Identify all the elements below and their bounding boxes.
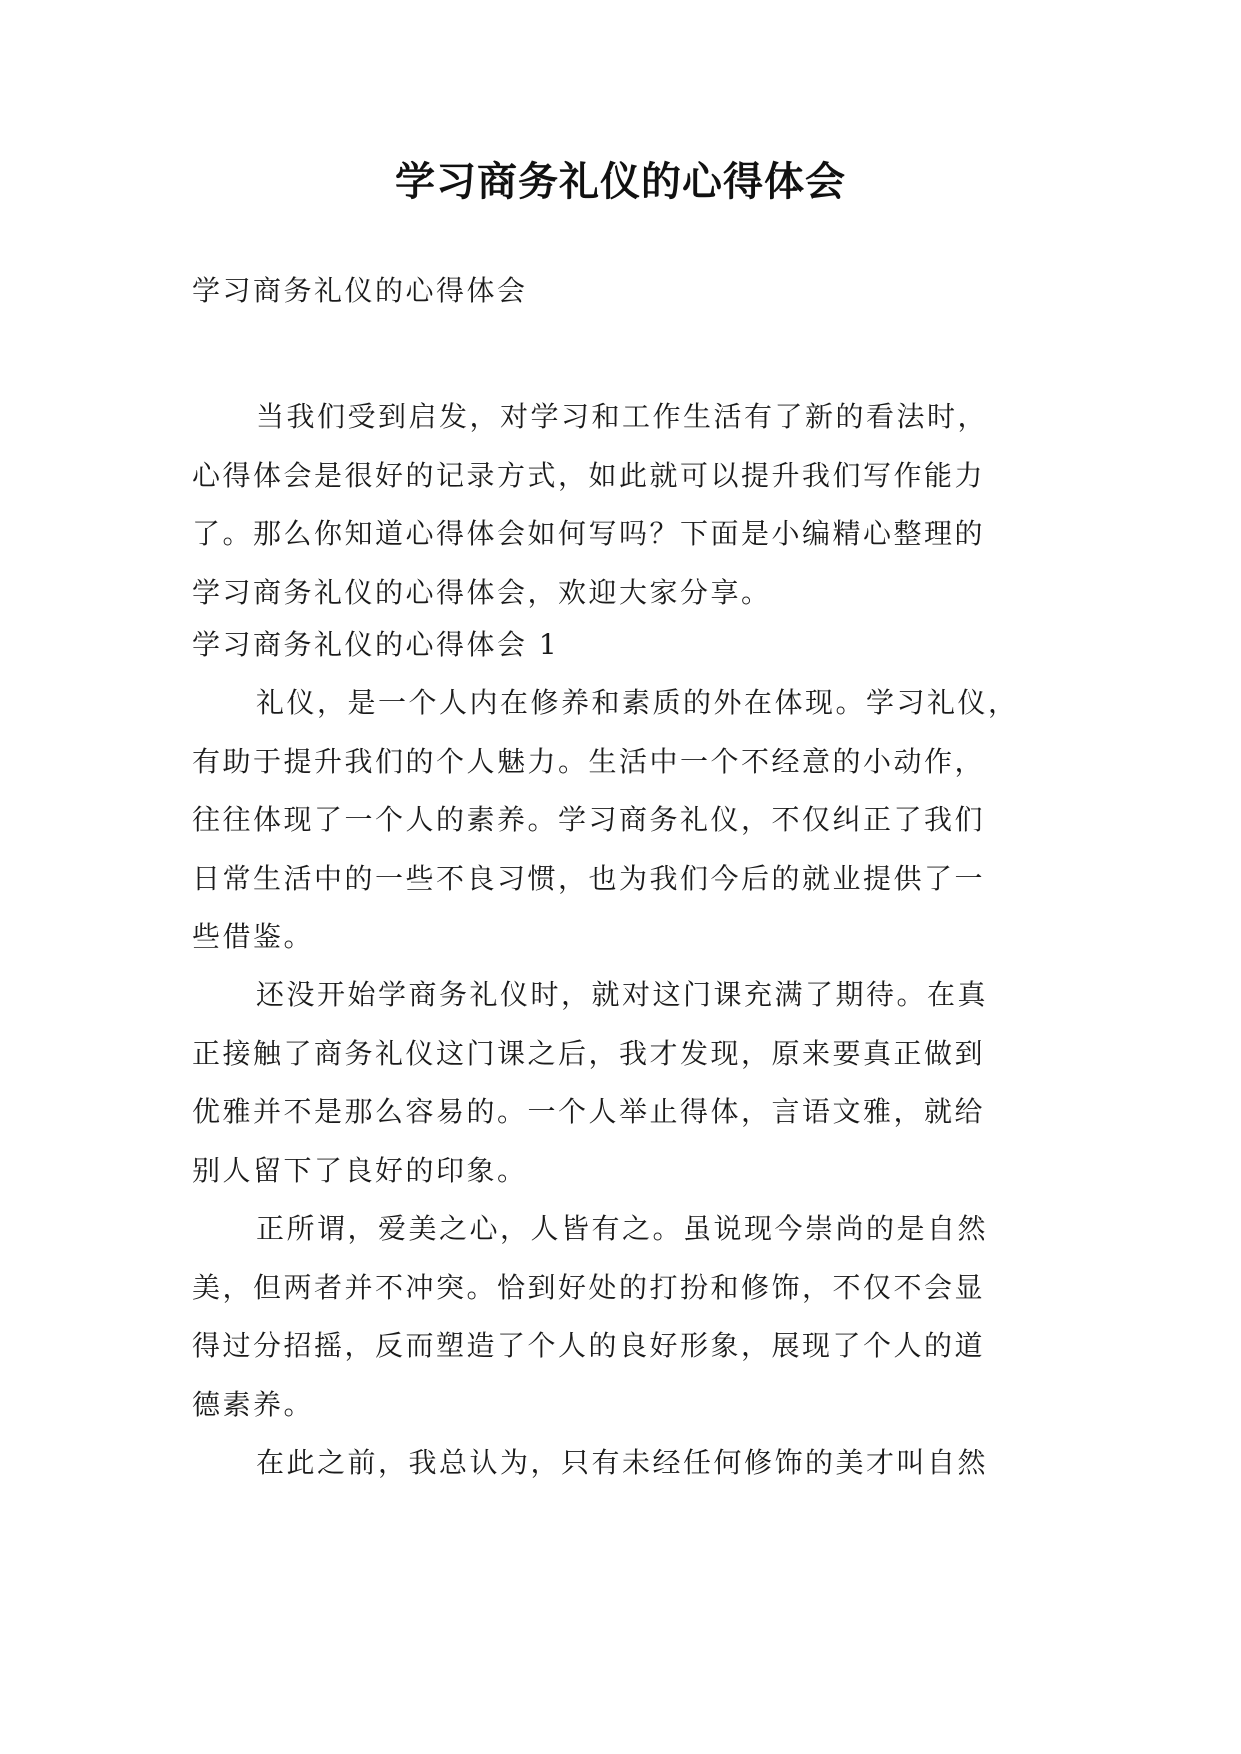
paragraph-2-line-1-text: 还没开始学商务礼仪时，就对这门课充满了期待。在真 [256, 978, 989, 1011]
intro-line-3: 了。那么你知道心得体会如何写吗？下面是小编精心整理的 [192, 517, 986, 550]
intro-line-1-text: 当我们受到启发，对学习和工作生活有了新的看法时， [256, 400, 989, 433]
paragraph-3-line-1-text: 正所谓，爱美之心，人皆有之。虽说现今崇尚的是自然 [256, 1212, 989, 1245]
paragraph-3-line-1 [192, 1200, 1057, 1259]
subtitle-text: 学习商务礼仪的心得体会 [192, 274, 528, 307]
paragraph-1-line-4: 日常生活中的一些不良习惯，也为我们今后的就业提供了一 [192, 861, 986, 895]
intro-paragraph [192, 388, 1057, 622]
paragraph-3-line-4: 德素养。 [192, 1387, 315, 1421]
paragraph-2-line-3: 优雅并不是那么容易的。一个人举止得体，言语文雅，就给 [192, 1095, 986, 1128]
paragraph-2-line-4: 别人留下了良好的印象。 [192, 1153, 528, 1187]
paragraph-1-line-2: 有助于提升我们的个人魅力。生活中一个不经意的小动作， [192, 744, 986, 778]
paragraph-1-line-5: 些借鉴。 [192, 920, 315, 953]
paragraph-1-line-1 [192, 674, 1057, 733]
intro-line-2: 心得体会是很好的记录方式，如此就可以提升我们写作能力 [192, 458, 986, 492]
paragraph-2-line-1 [192, 966, 1057, 1025]
paragraph-3-line-2: 美，但两者并不冲突。恰到好处的打扮和修饰，不仅不会显 [192, 1270, 986, 1304]
paragraph-3-line-3: 得过分招摇，反而塑造了个人的良好形象，展现了个人的道 [192, 1329, 986, 1362]
paragraph-1-line-3: 往往体现了一个人的素养。学习商务礼仪，不仅纠正了我们 [192, 803, 986, 836]
intro-line-4: 学习商务礼仪的心得体会，欢迎大家分享。 [192, 575, 772, 609]
paragraph-2 [192, 966, 1057, 1200]
paragraph-1-line-1-text: 礼仪，是一个人内在修养和素质的外在体现。学习礼仪， [256, 686, 1019, 719]
paragraph-1 [192, 674, 1057, 967]
paragraph-4-line-1-text: 在此之前，我总认为，只有未经任何修饰的美才叫自然 [256, 1446, 989, 1479]
section-heading [192, 616, 1057, 675]
paragraph-2-line-2: 正接触了商务礼仪这门课之后，我才发现，原来要真正做到 [192, 1036, 986, 1070]
paragraph-4-line-1 [192, 1434, 1057, 1493]
paragraph-4 [192, 1434, 1057, 1493]
document-subtitle [192, 262, 1057, 321]
intro-line-1 [192, 388, 1057, 447]
section-heading-text: 学习商务礼仪的心得体会 1 [192, 628, 560, 661]
paragraph-3 [192, 1200, 1057, 1434]
document-title: 学习商务礼仪的心得体会 [395, 158, 846, 205]
